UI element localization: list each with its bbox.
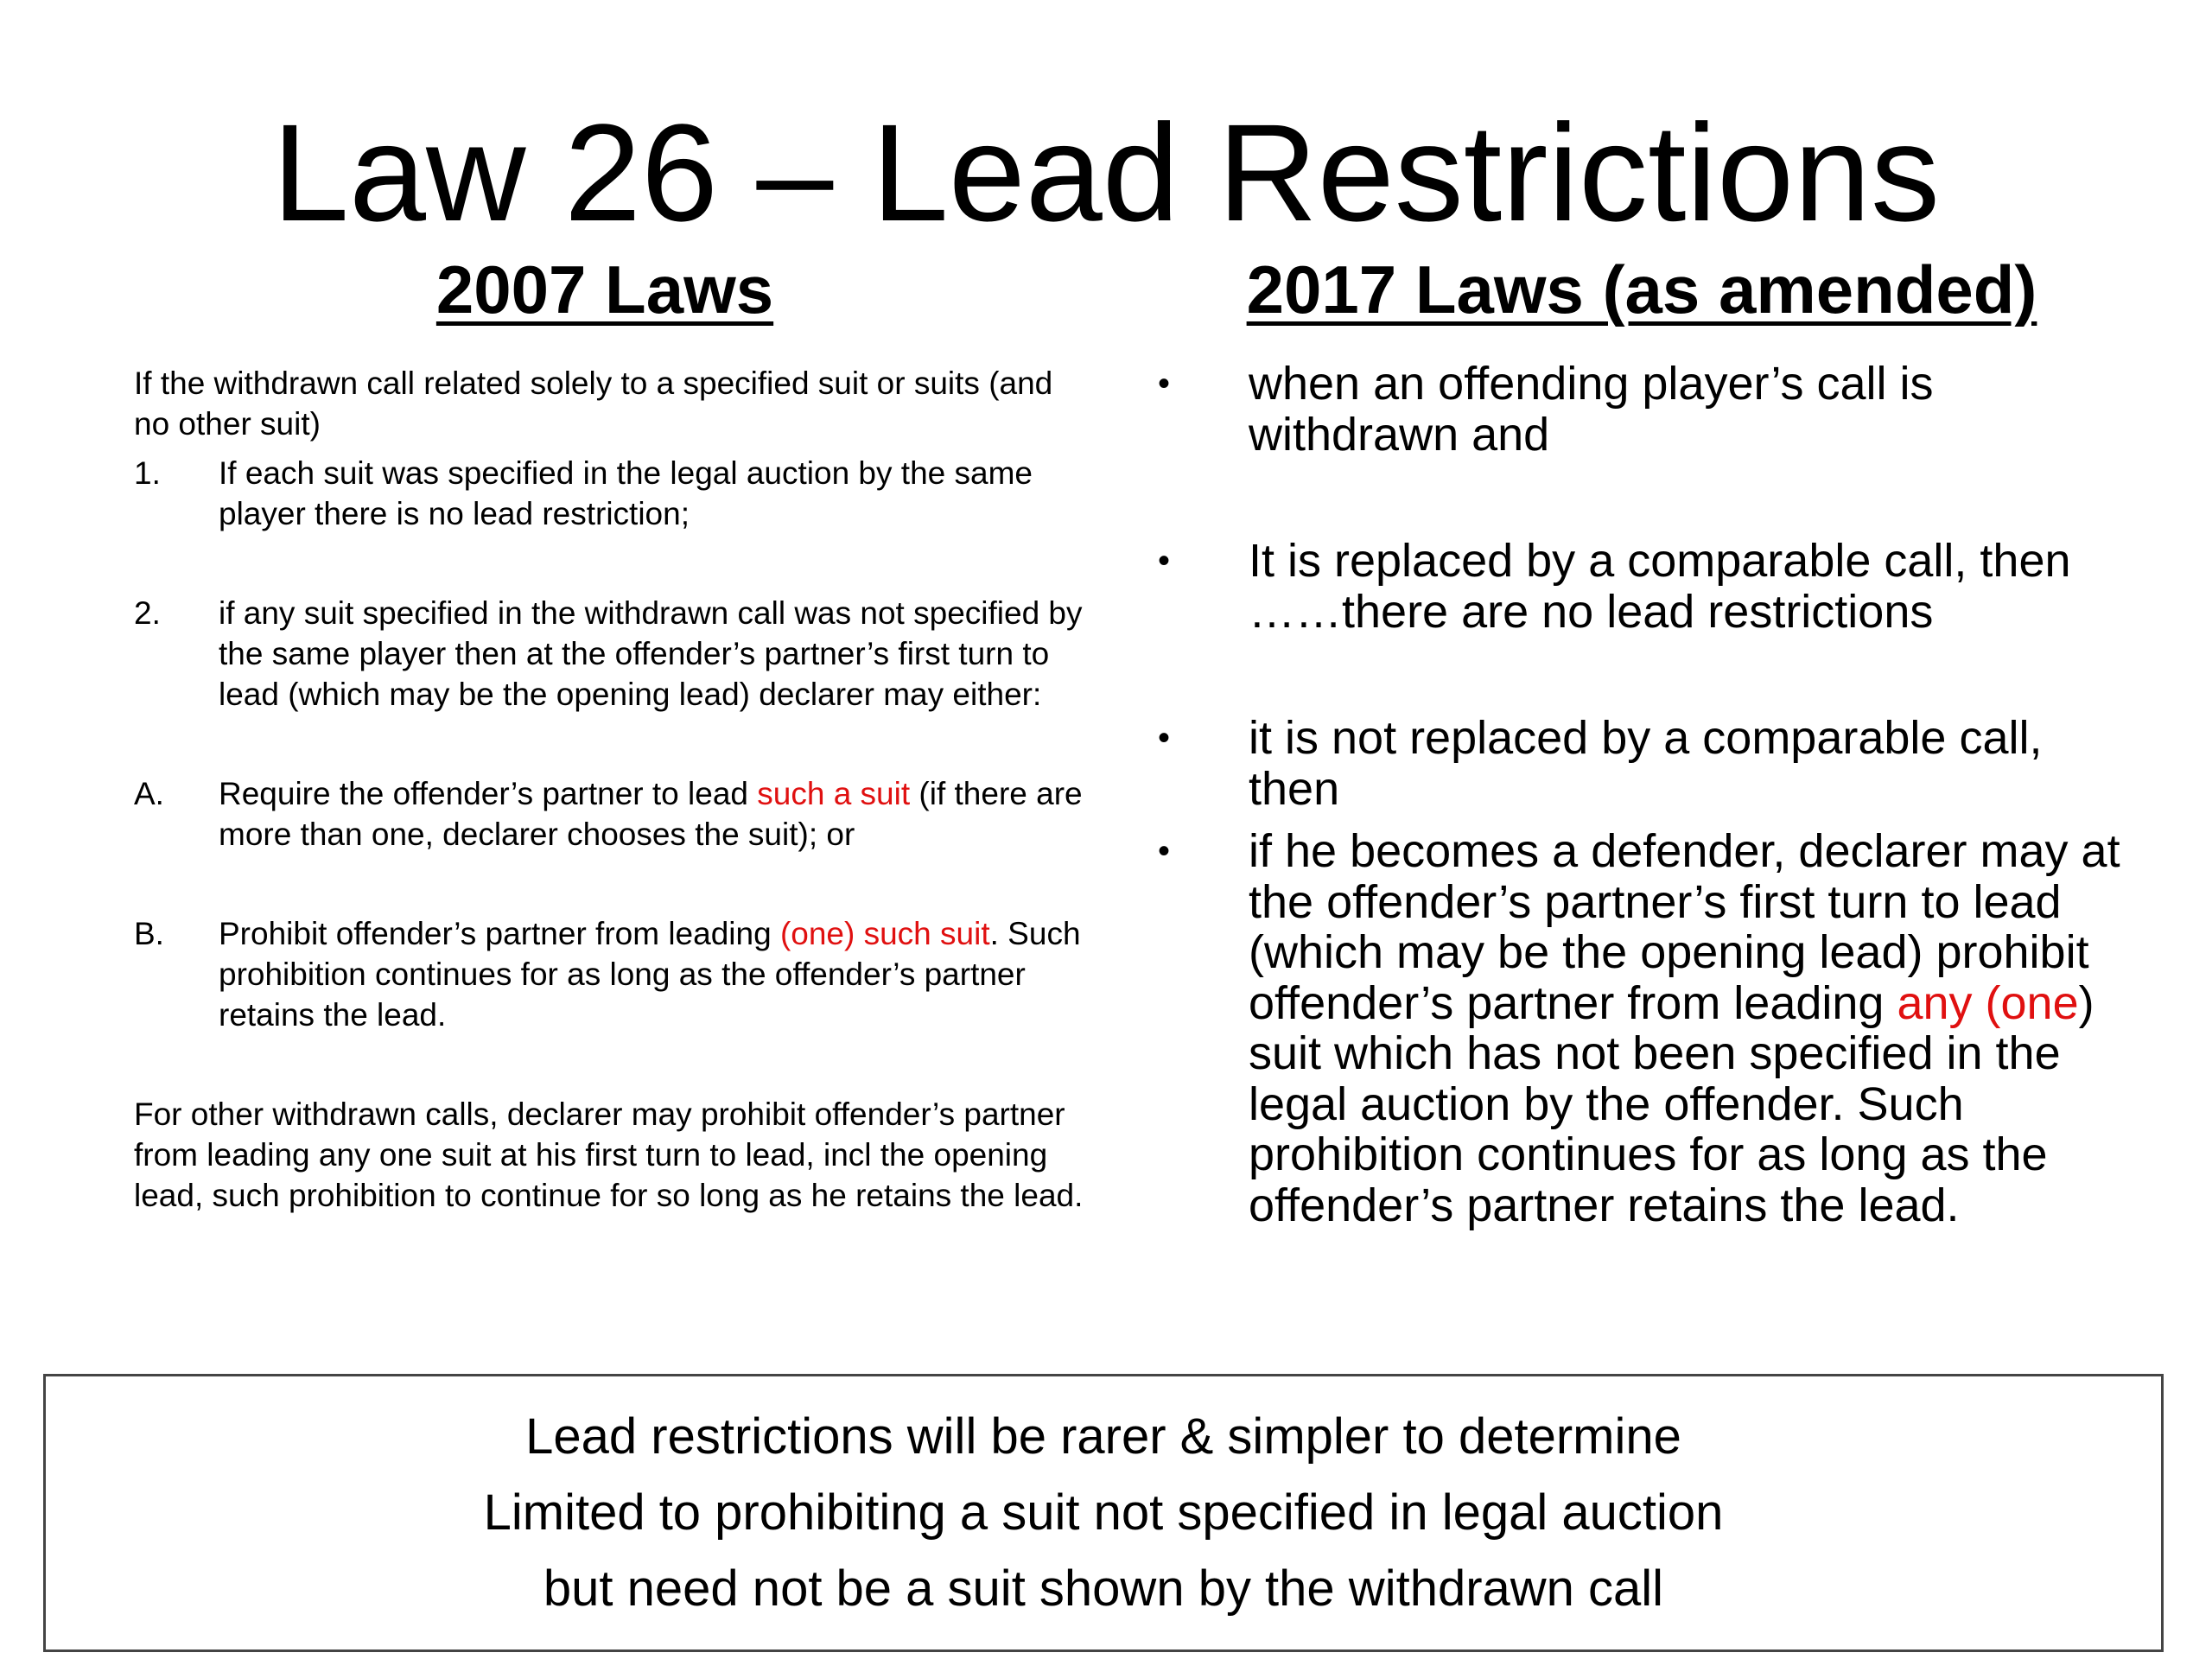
bullet-icon: • [1158, 542, 1171, 580]
summary-line: but need not be a suit shown by the withdrawn call [543, 1560, 1664, 1617]
list-item-b [134, 913, 1084, 1035]
list-marker: A. [134, 776, 164, 811]
slide-title: Law 26 – Lead Restrictions [272, 95, 1940, 250]
bullet-text [1249, 826, 2134, 1230]
summary-line: Limited to prohibiting a suit not specified in legal auction [483, 1484, 1724, 1541]
list-item-text: if any suit specified in the withdrawn call was not specified by the same player then at the offender’s partner’s first turn to lead (which may be the opening lead) declarer may either: [219, 595, 1083, 712]
emphasis-text: such a suit [757, 776, 911, 811]
heading-2007-laws: 2007 Laws [435, 251, 774, 327]
emphasis-text: any (one [1897, 976, 2079, 1029]
heading-2017-laws: 2017 Laws (as amended) [1246, 251, 2037, 327]
list-item-a [134, 773, 1084, 855]
bullet-item-3 [1158, 713, 2134, 814]
list-item-2 [134, 593, 1084, 715]
bullet-icon: • [1158, 832, 1171, 870]
list-item-text [219, 773, 1084, 855]
text-segment: ) suit which has not been specified in the legal auction by the offender. Such prohibition continues for as long as the offender’s partner retains the lead. [1249, 976, 2094, 1231]
intro-text: If the withdrawn call related solely to a specified suit or suits (and no other suit) [134, 365, 1053, 442]
text-segment: . Such prohibition continues for as long as the offender’s partner retains the lead. [219, 916, 1081, 1033]
bullet-icon: • [1158, 719, 1171, 757]
bullet-text: it is not replaced by a comparable call, then [1249, 712, 2043, 815]
bullet-item-1 [1158, 359, 2134, 460]
text-segment: Require the offender’s partner to lead [219, 776, 758, 811]
list-marker: B. [134, 916, 164, 951]
closing-text: For other withdrawn calls, declarer may prohibit offender’s partner from leading any one suit at his first turn to lead, incl the opening lead, such prohibition to continue for so long as he retains the lead. [134, 1096, 1084, 1213]
bullet-icon: • [1158, 365, 1171, 403]
column-2007-laws [134, 363, 1084, 1216]
list-marker: 1. [134, 455, 161, 491]
column-2017-laws [1158, 359, 2134, 1230]
text-segment: if he becomes a defender, declarer may at the offender’s partner’s first turn to lead (which may be the opening lead) prohibit offender’s partner from leading [1249, 825, 2120, 1029]
emphasis-text: (one) such suit [779, 916, 990, 951]
bullet-item-4 [1158, 826, 2134, 1230]
bullet-text: when an offending player’s call is withdrawn and [1249, 358, 1934, 461]
text-segment: (if there are more than one, declarer chooses the suit); or [219, 776, 1083, 852]
list-item-text: If each suit was specified in the legal auction by the same player there is no lead restriction; [219, 455, 1033, 531]
list-item-text [219, 913, 1084, 1035]
bullet-text: It is replaced by a comparable call, then ……there are no lead restrictions [1249, 535, 2071, 638]
bullet-item-2 [1158, 536, 2134, 637]
list-marker: 2. [134, 595, 161, 631]
summary-box [43, 1374, 2164, 1652]
summary-line: Lead restrictions will be rarer & simpler to determine [525, 1408, 1681, 1465]
list-item-1 [134, 453, 1084, 534]
text-segment: Prohibit offender’s partner from leading [219, 916, 780, 951]
